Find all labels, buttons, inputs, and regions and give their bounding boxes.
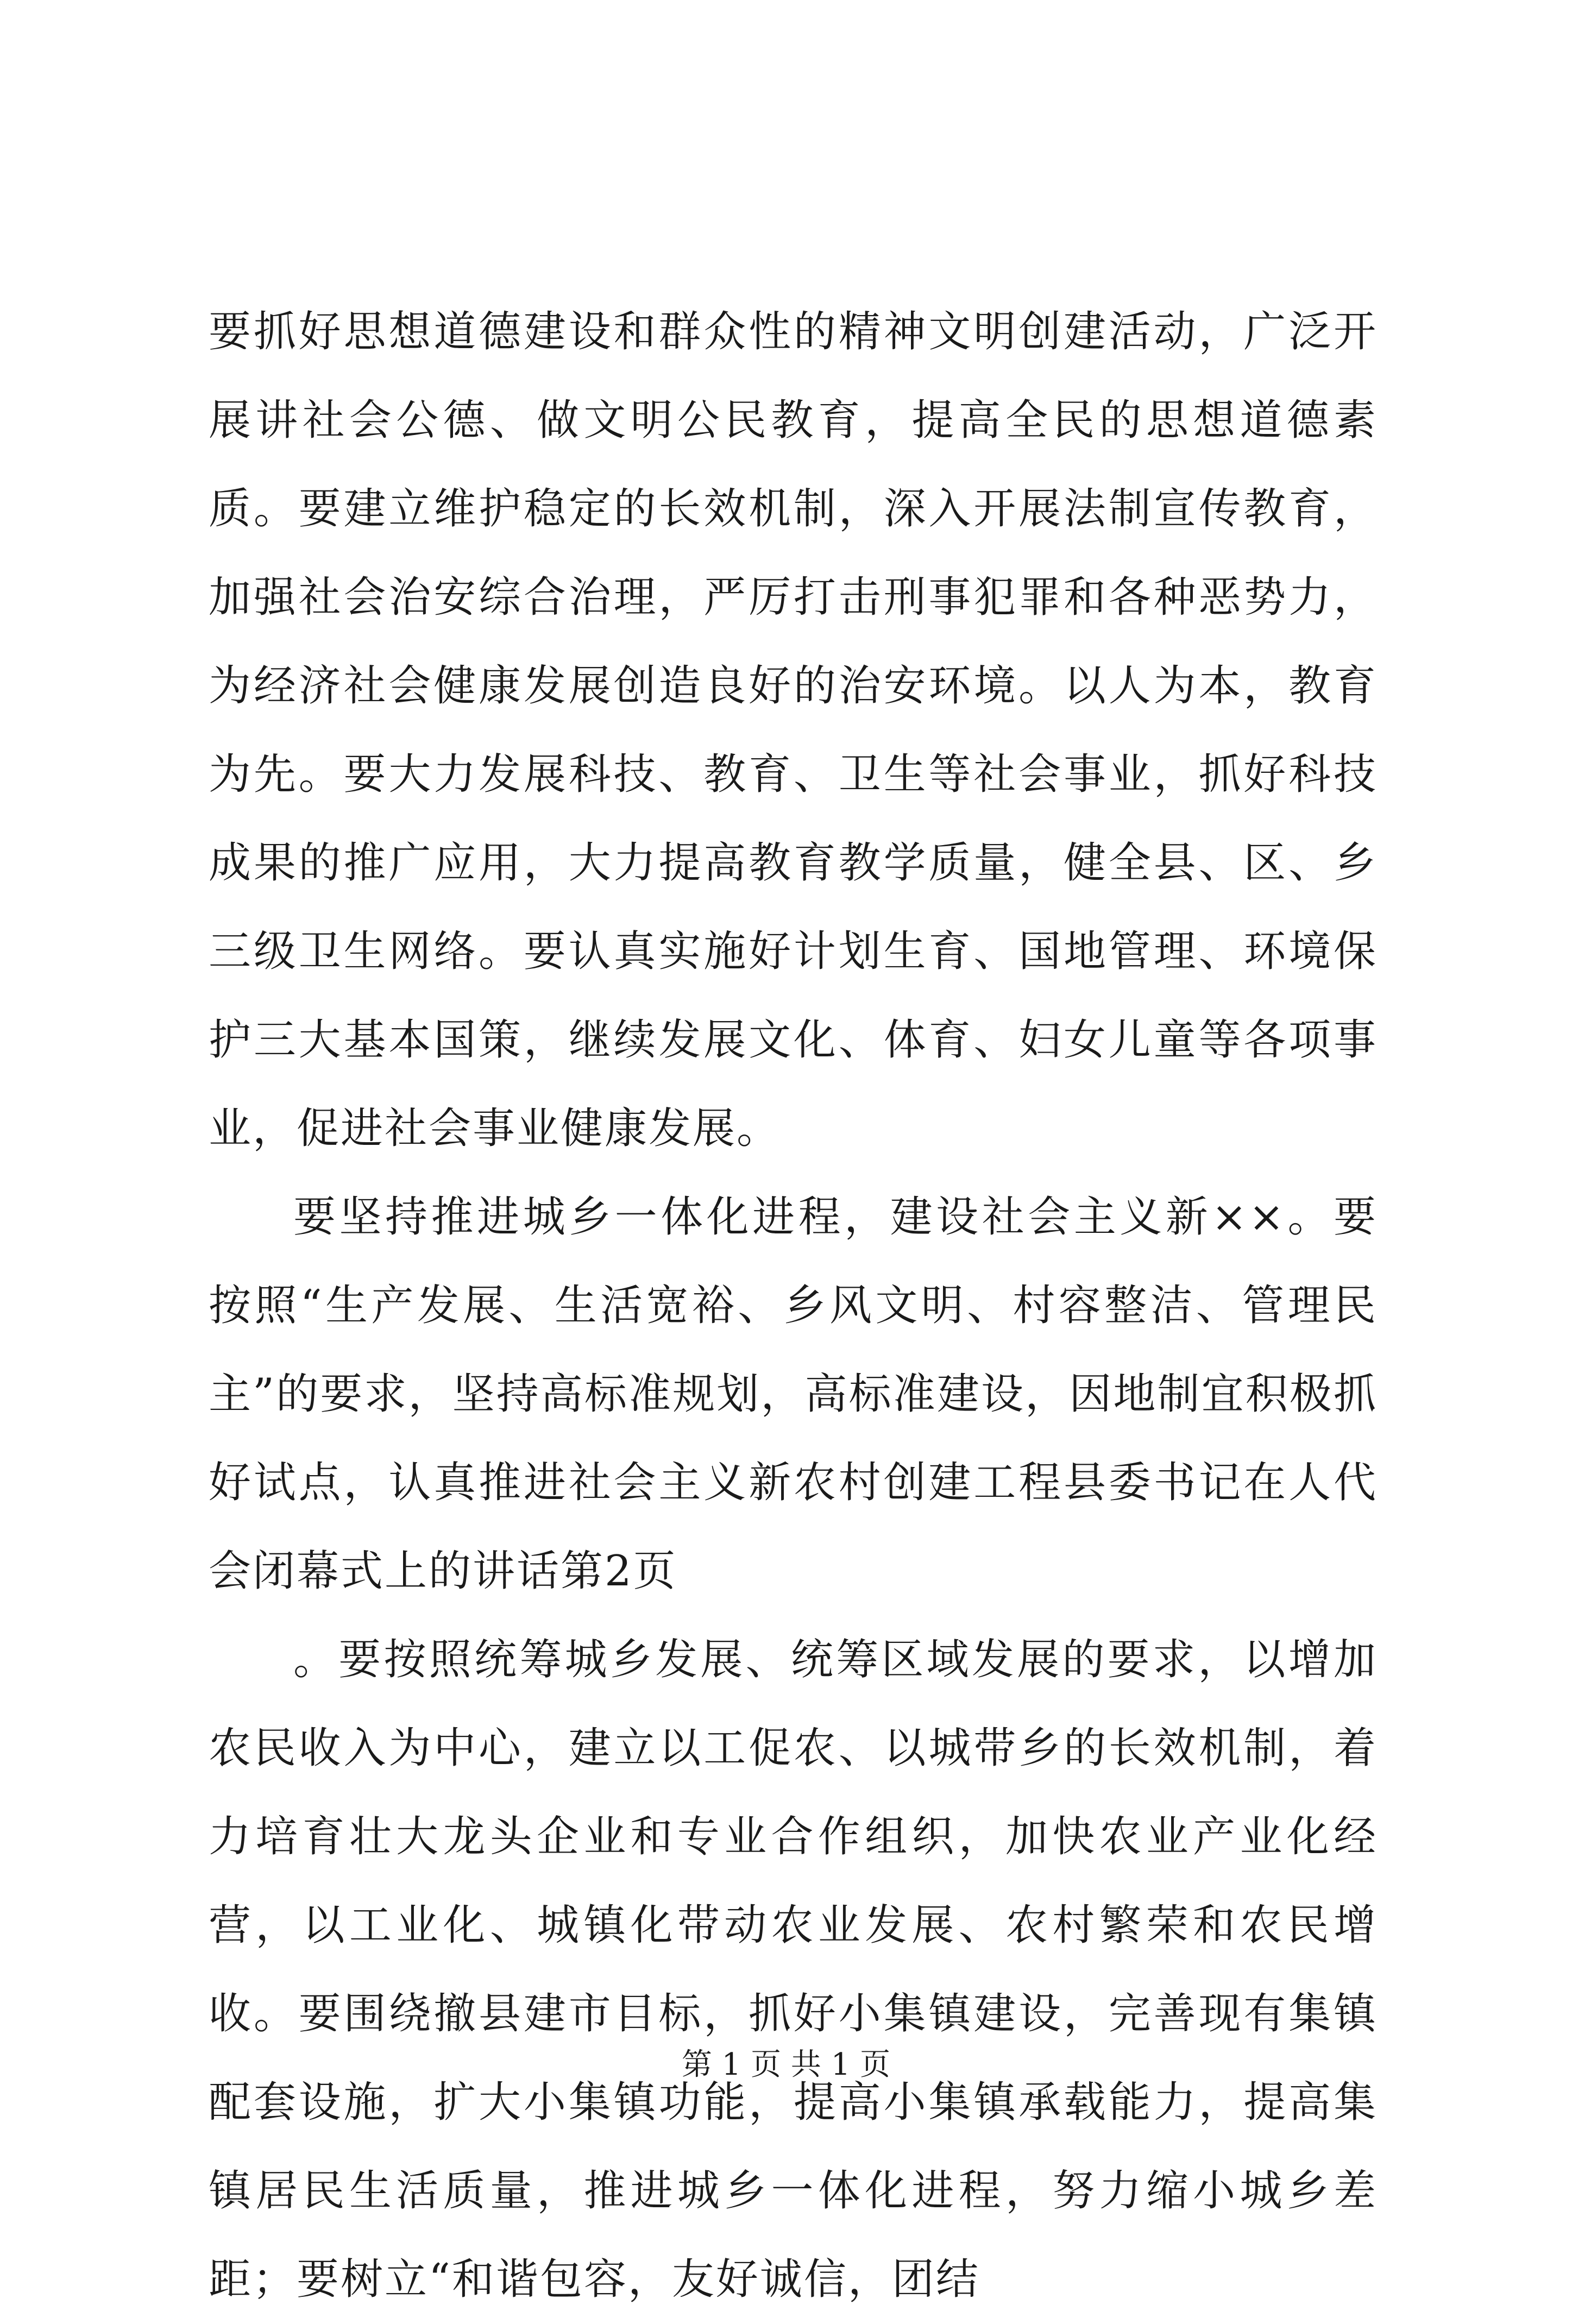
- paragraph-1: 要抓好思想道德建设和群众性的精神文明创建活动，广泛开展讲社会公德、做文明公民教育，提高全民的思想道德素质。要建立维护稳定的长效机制，深入开展法制宣传教育，加强社会治安综合治理，严厉打击刑事犯罪和各种恶势力，为经济社会健康发展创造良好的治安环境。以人为本，教育为先。要大力发展科技、教育、卫生等社会事业，抓好科技成果的推广应用，大力提高教育教学质量，健全县、区、乡三级卫生网络。要认真实施好计划生育、国地管理、环境保护三大基本国策，继续发展文化、体育、妇女儿童等各项事业，促进社会事业健康发展。: [209, 307, 1378, 1153]
- paragraph-3: 。要按照统筹城乡发展、统筹区域发展的要求，以增加农民收入为中心，建立以工促农、以城带乡的长效机制，着力培育壮大龙头企业和专业合作组织，加快农业产业化经营，以工业化、城镇化带动农业发展、农村繁荣和农民增收。要围绕撤县建市目标，抓好小集镇建设，完善现有集镇配套设施，扩大小集镇功能，提高小集镇承载能力，提高集镇居民生活质量，推进城乡一体化进程，努力缩小城乡差距；要树立“和谐包容，友好诚信，团结: [209, 1635, 1378, 2304]
- page-footer: 第 1 页 共 1 页: [681, 2047, 891, 2082]
- paragraph-2: 要坚持推进城乡一体化进程，建设社会主义新××。要按照“生产发展、生活宽裕、乡风文明、村容整洁、管理民主”的要求，坚持高标准规划，高标准建设，因地制宜积极抓好试点，认真推进社会主义新农村创建工程县委书记在人代会闭幕式上的讲话第2页: [209, 1193, 1378, 1596]
- document-body: [209, 288, 1378, 2324]
